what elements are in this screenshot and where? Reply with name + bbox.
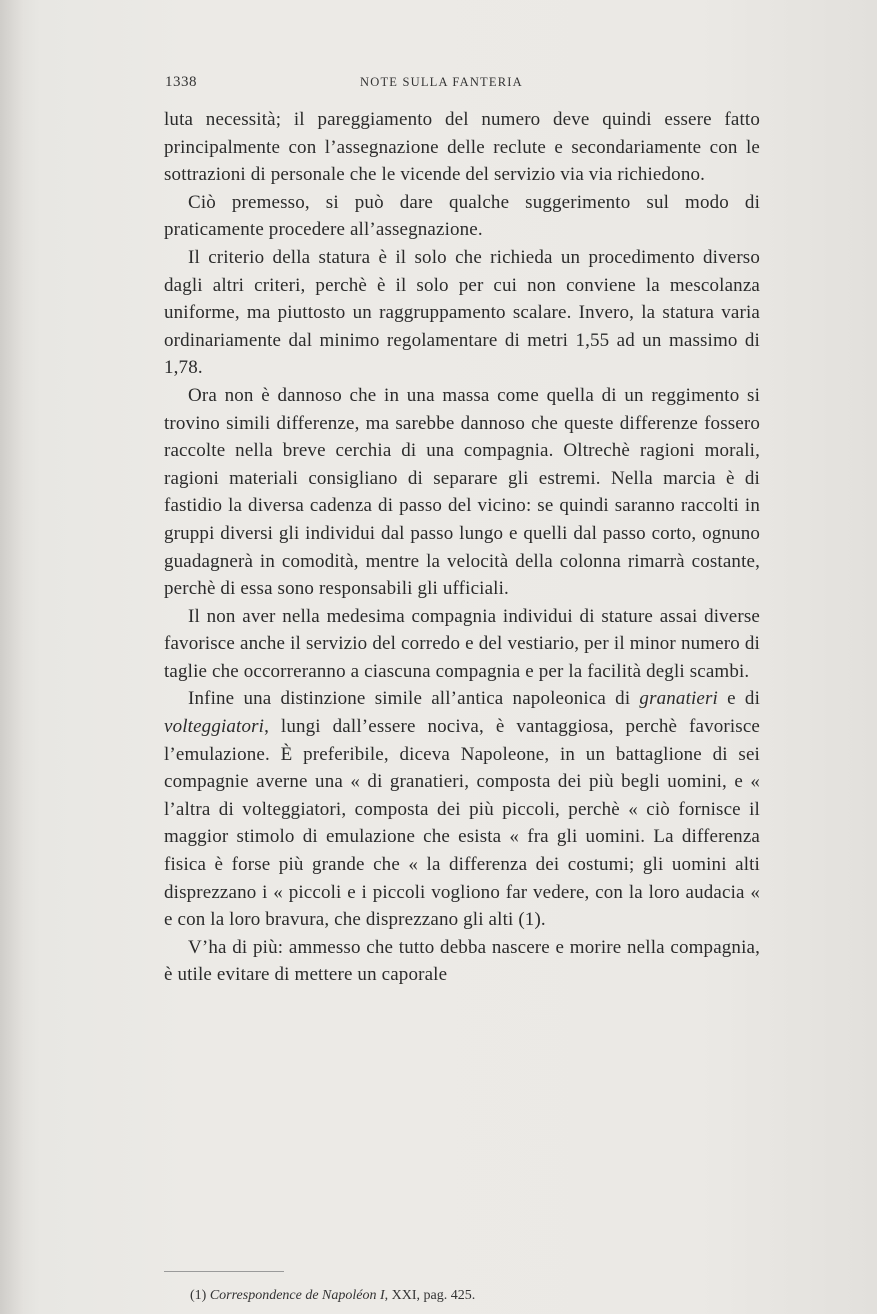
paragraph-text: e di xyxy=(717,688,760,710)
italic-term: granatieri xyxy=(639,688,718,710)
page-number: 1338 xyxy=(165,74,197,90)
paragraph-text: Il criterio della statura è il solo che richieda un procedimento diverso dagli altri criteri, perchè è il solo per cui non conviene la mescolanza uniforme, ma piuttosto un raggruppamento scalare. Invero, la statura varia ordinariamente dal minimo regolamentare di metri 1,55 ad un massimo di 1,78. xyxy=(164,246,760,379)
paragraph xyxy=(164,603,760,686)
footnote-title: Correspondence de Napoléon I xyxy=(209,1288,385,1303)
body-text xyxy=(164,106,760,989)
paragraph xyxy=(164,685,760,933)
footnote-mark: (1) xyxy=(190,1288,207,1303)
paragraph-text: Infine una distinzione simile all’antica napoleonica di xyxy=(188,688,640,710)
footnote xyxy=(190,1288,750,1304)
paragraph-text: Il non aver nella medesima compagnia individui di stature assai diverse favorisce anche il servizio del corredo e del vestiario, per il minor numero di taglie che occorreranno a ciascuna compagnia e per la facilità degli scambi. xyxy=(164,605,760,682)
paragraph xyxy=(164,934,760,989)
paragraph xyxy=(164,382,760,603)
paragraph xyxy=(164,244,760,382)
footnote-reference: , XXI, pag. 425. xyxy=(384,1288,476,1303)
footnote-divider xyxy=(164,1271,284,1272)
paragraph-text: luta necessità; il pareggiamento del numero deve quindi essere fatto principalmente con l’assegnazione delle reclute e secondariamente con le sottrazioni di personale che le vicende del servizio via via richiedono. xyxy=(164,109,760,186)
page-edge-shadow xyxy=(0,0,24,1314)
italic-term: volteggiatori xyxy=(164,716,265,738)
paragraph xyxy=(164,106,760,189)
running-header xyxy=(165,74,755,94)
paragraph-text: Ciò premesso, si può dare qualche suggerimento sul modo di praticamente procedere all’assegnazione. xyxy=(164,191,760,241)
paragraph xyxy=(164,189,760,244)
paragraph-text: V’ha di più: ammesso che tutto debba nascere e morire nella compagnia, è utile evitare di mettere un caporale xyxy=(164,936,760,986)
running-title: NOTE SULLA FANTERIA xyxy=(360,75,523,89)
paragraph-text: Ora non è dannoso che in una massa come quella di un reggimento si trovino simili differenze, ma sarebbe dannoso che queste differenze fossero raccolte nella breve cerchia di una compagnia. Oltrechè ragioni morali, ragioni materiali consigliano di separare gli estremi. Nella marcia è di fastidio la diversa cadenza di passo del vicino: se quindi saranno raccolti in gruppi diversi gli individui dal passo lungo e quelli dal passo corto, ognuno guadagnerà in comodità, mentre la velocità della colonna rimarrà costante, perchè di essa sono responsabili gli ufficiali. xyxy=(164,384,760,600)
paragraph-text: , lungi dall’essere nociva, è vantaggiosa, perchè favorisce l’emulazione. È preferibile, diceva Napoleone, in un battaglione di sei compagnie averne una « di granatieri, composta dei più begli uomini, e « l’altra di volteggiatori, composta dei più piccoli, perchè « ciò fornisce il maggior stimolo di emulazione che esista « fra gli uomini. La differenza fisica è forse più grande che « la differenza dei costumi; gli uomini alti disprezzano i « piccoli e i piccoli vogliono far vedere, con la loro audacia « e con la loro bravura, che disprezzano gli alti (1). xyxy=(164,716,760,931)
